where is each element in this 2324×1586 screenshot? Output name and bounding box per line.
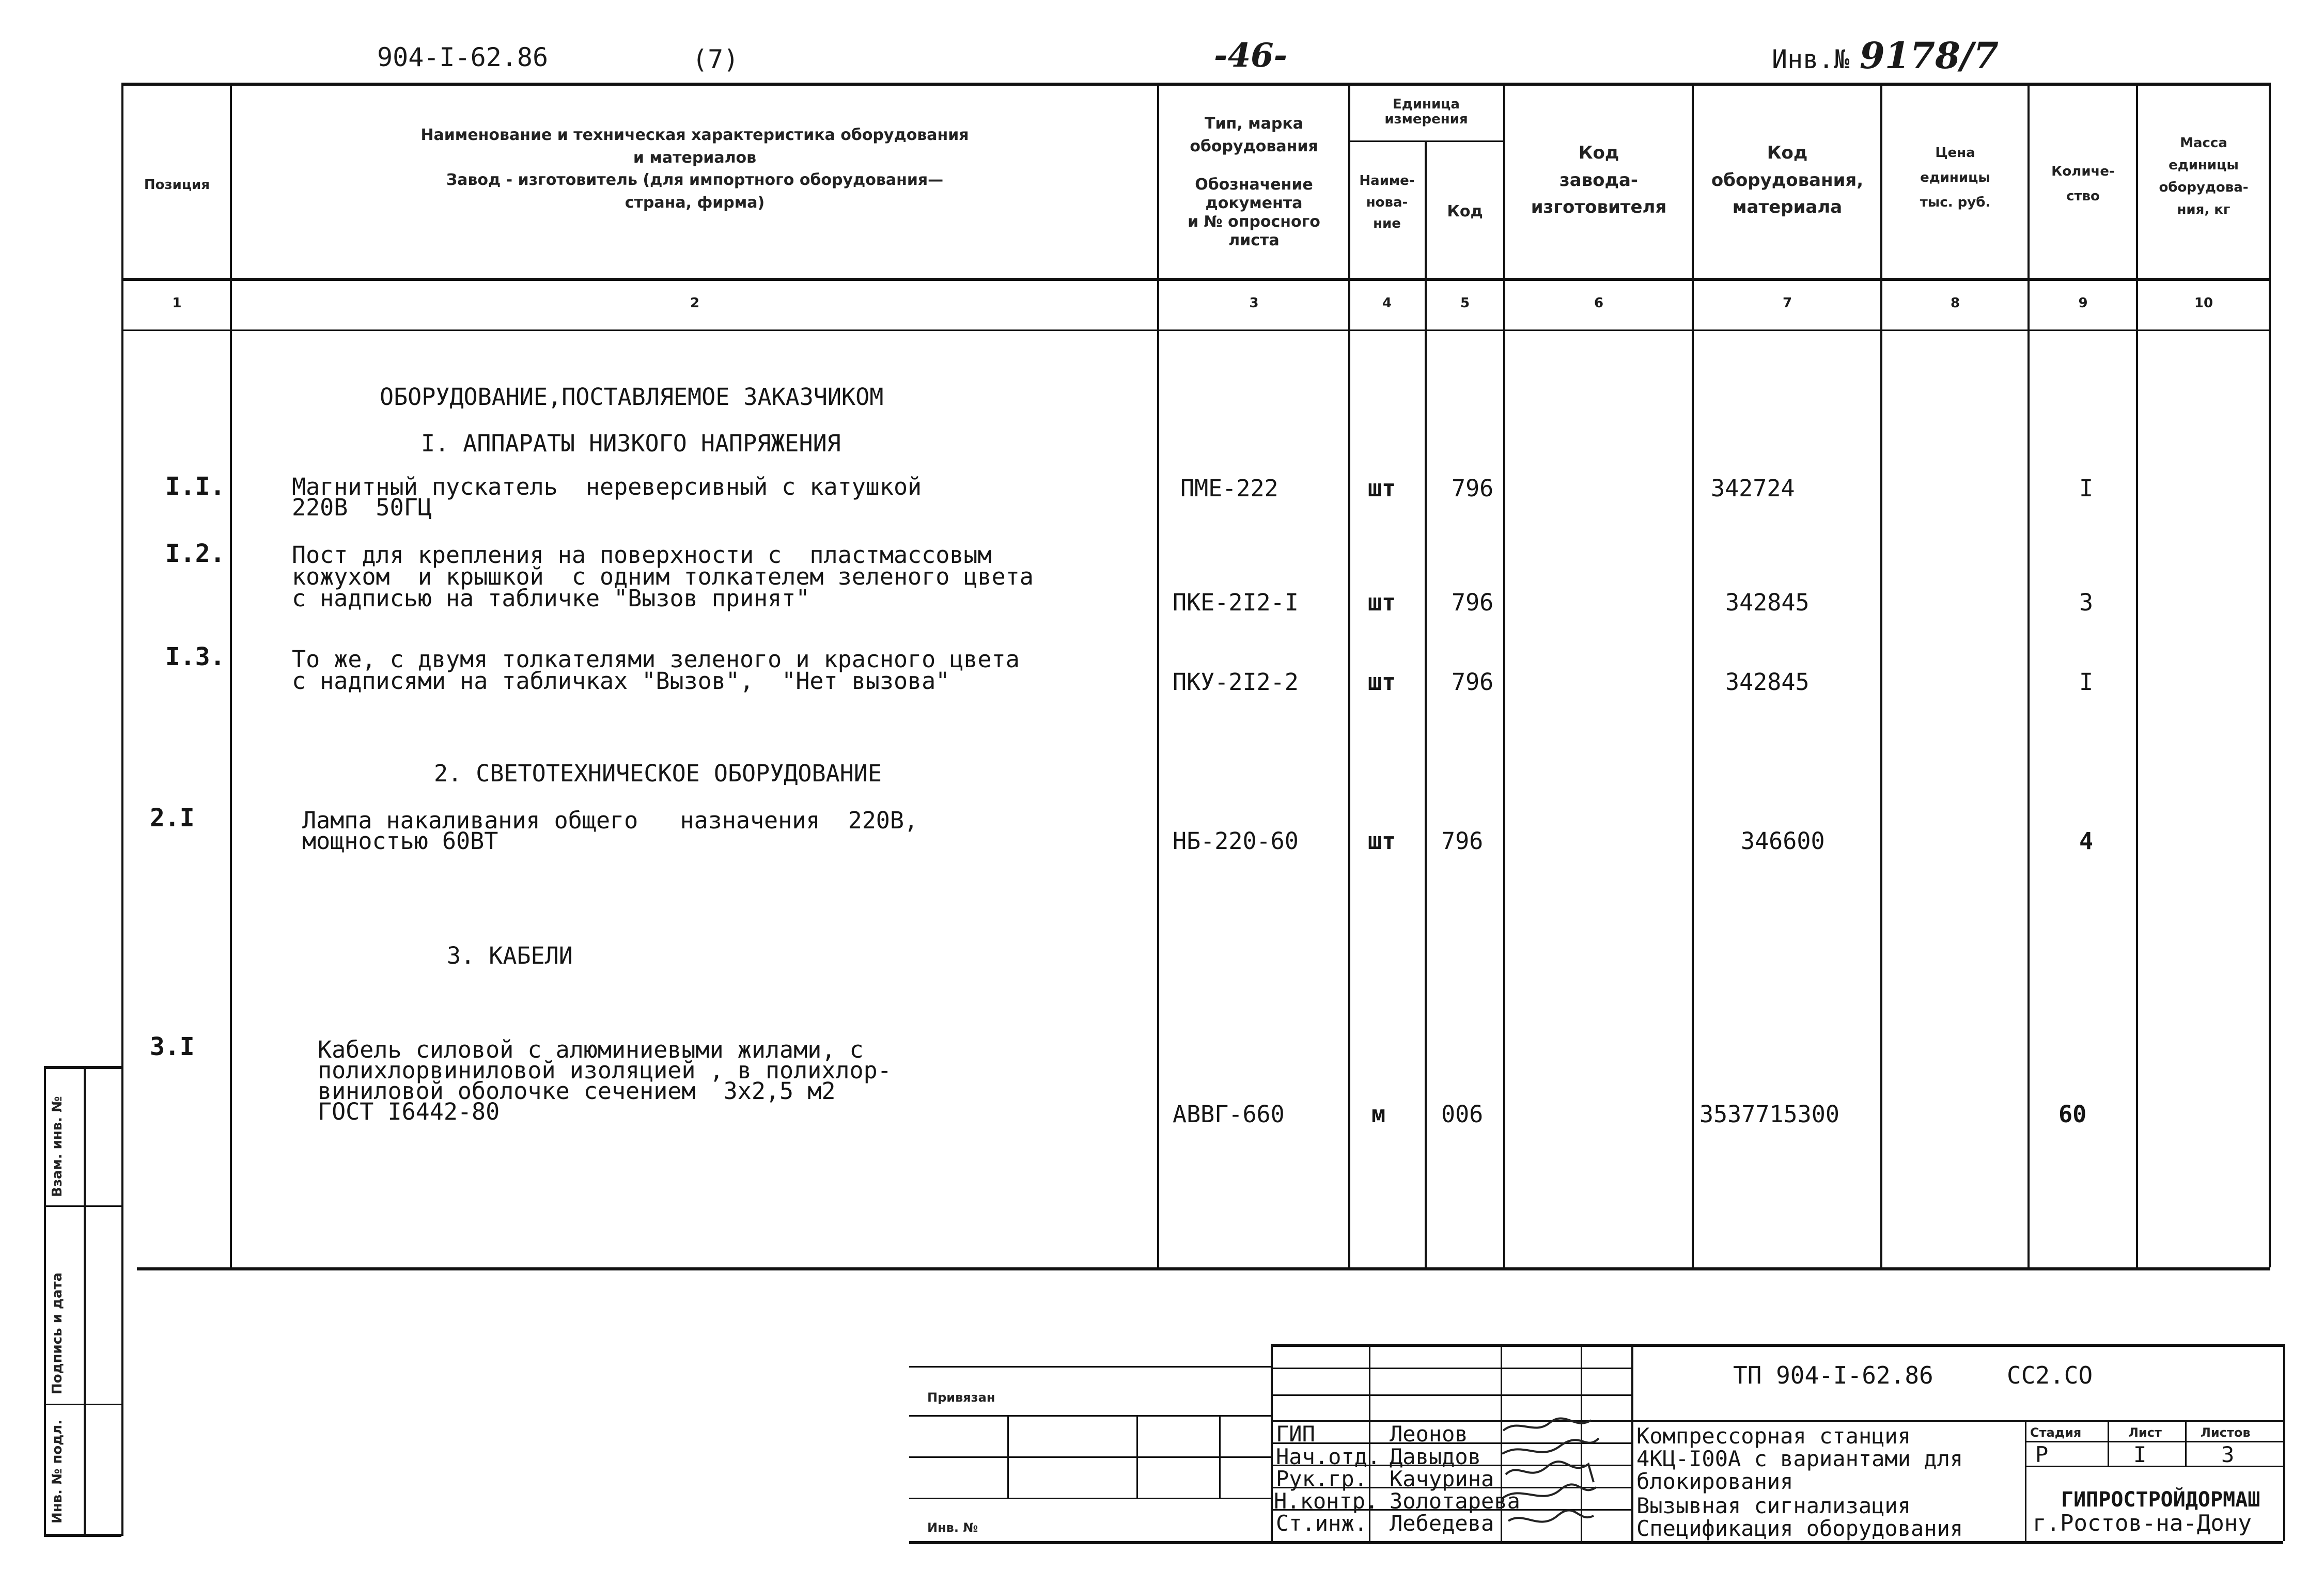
- stamp-role: Ст.инж.: [1276, 1511, 1368, 1536]
- margin-line-inner: [121, 1066, 123, 1536]
- column-number-3: 3: [1249, 295, 1259, 311]
- margin-divider-1: [44, 1205, 121, 1207]
- margin-divider-2: [44, 1404, 121, 1405]
- header-document: [1160, 176, 1348, 250]
- row-type: АВВГ-660: [1173, 1101, 1285, 1128]
- row-position: I.3.: [165, 642, 225, 671]
- stamp-top-line: [1271, 1344, 2283, 1347]
- stamp-title-line: Компрессорная станция: [1636, 1423, 1911, 1449]
- sheet-label: Лист: [2128, 1425, 2162, 1440]
- margin-replaced-inv: Взам. инв. №: [50, 1096, 65, 1197]
- stamp-name: Золотарева: [1390, 1488, 1520, 1514]
- header-name-line1: Наименование и техническая характеристика оборудования: [420, 126, 969, 144]
- row-unit: м: [1371, 1101, 1386, 1128]
- stage-table-left: [2025, 1420, 2026, 1541]
- header-manufacturer-line3: изготовителя: [1531, 197, 1667, 218]
- header-price: [1883, 140, 2027, 215]
- header-name-line2: и материалов: [633, 148, 757, 167]
- col-divider-5: [1503, 83, 1505, 1267]
- section-1-title: I. АППАРАТЫ НИЗКОГО НАПРЯЖЕНИЯ: [421, 430, 841, 457]
- header-unit-name-line1: Наиме-: [1359, 173, 1415, 189]
- margin-top-line: [44, 1066, 121, 1069]
- attach-line-2: [909, 1456, 1271, 1458]
- stamp-inv-label: Инв. №: [927, 1520, 978, 1535]
- main-section-title: ОБОРУДОВАНИЕ,ПОСТАВЛЯЕМОЕ ЗАКАЗЧИКОМ: [380, 383, 884, 411]
- organization-city: г.Ростов-на-Дону: [2033, 1510, 2252, 1536]
- row-name-line: 220В 50ГЦ: [292, 494, 432, 521]
- row-name-line: полихлорвиниловой изоляцией , в полихлор-: [318, 1057, 892, 1084]
- header-equipment-line3: материала: [1732, 197, 1843, 218]
- table-bottom-line: [137, 1267, 2270, 1270]
- row-name-line: мощностью 60ВТ: [302, 827, 498, 855]
- row-type: НБ-220-60: [1173, 827, 1299, 855]
- header-equipment-line1: Код: [1767, 143, 1808, 163]
- organization-name: ГИПРОСТРОЙДОРМАШ: [2061, 1488, 2260, 1512]
- column-number-9: 9: [2078, 295, 2088, 311]
- stamp-role: Рук.гр.: [1276, 1466, 1368, 1491]
- header-mass-line1: Масса: [2180, 135, 2227, 151]
- attach-line-3: [909, 1498, 1271, 1499]
- col-divider-6: [1692, 83, 1694, 1267]
- page-number: -46-: [1214, 36, 1288, 75]
- header-mass-line4: ния, кг: [2177, 201, 2231, 217]
- stamp-title-line: блокирования: [1636, 1469, 1793, 1494]
- stamp-role: Нач.отд.: [1276, 1444, 1381, 1469]
- header-unit-name-line2: нова-: [1366, 194, 1408, 210]
- attach-line-1: [909, 1415, 1271, 1417]
- col-divider-3: [1348, 83, 1350, 1267]
- row-unit-code: 796: [1441, 827, 1484, 855]
- attach-vline-2: [1136, 1415, 1138, 1498]
- row-name-line: Магнитный пускатель нереверсивный с катушкой: [292, 473, 922, 500]
- col-divider-7: [1880, 83, 1882, 1267]
- section-2-title: 2. СВЕТОТЕХНИЧЕСКОЕ ОБОРУДОВАНИЕ: [434, 760, 882, 787]
- frame-top-line: [121, 83, 2270, 86]
- attach-vline-1: [1007, 1415, 1009, 1498]
- column-numbers-line: [121, 329, 2270, 331]
- document-code-text: 904-I-62.86: [377, 42, 549, 72]
- row-name-line: с надписью на табличке "Вызов принят": [292, 585, 810, 612]
- signatures-scribble: [1498, 1415, 1606, 1544]
- row-type: ПКУ-2I2-2: [1173, 668, 1299, 696]
- stage-value: Р: [2035, 1442, 2049, 1467]
- row-unit: шт: [1368, 827, 1396, 855]
- header-mass-line3: оборудова-: [2159, 179, 2249, 195]
- header-price-line2: единицы: [1920, 170, 1990, 186]
- row-unit: шт: [1368, 668, 1396, 696]
- row-position: I.I.: [165, 472, 225, 501]
- header-quantity-line1: Количе-: [2051, 164, 2115, 179]
- document-code: [377, 42, 548, 72]
- sheet-paren: (7): [692, 44, 739, 74]
- row-equipment-code: 342845: [1725, 668, 1810, 696]
- column-number-4: 4: [1382, 295, 1392, 311]
- row-quantity: 60: [2058, 1101, 2087, 1128]
- stamp-right-line: [2283, 1344, 2285, 1541]
- header-manufacturer-line1: Код: [1578, 143, 1619, 163]
- header-position: Позиция: [144, 177, 210, 193]
- margin-sign-date: Подпись и дата: [50, 1272, 65, 1394]
- row-equipment-code: 346600: [1741, 827, 1825, 855]
- sheet-value: I: [2133, 1442, 2147, 1467]
- header-quantity-line2: ство: [2066, 189, 2100, 205]
- stamp-role: ГИП: [1276, 1421, 1315, 1447]
- header-unit-line2: измерения: [1384, 111, 1468, 127]
- header-type-line1: Тип, марка: [1205, 115, 1303, 133]
- row-name-line: кожухом и крышкой с одним толкателем зеленого цвета: [292, 563, 1034, 590]
- row-type: ПМЕ-222: [1180, 475, 1278, 502]
- row-position: I.2.: [165, 539, 225, 568]
- inventory-label: Инв.№: [1772, 44, 1850, 74]
- header-unit-name: [1349, 170, 1425, 235]
- header-document-line3: и № опросного: [1188, 213, 1320, 231]
- column-number-7: 7: [1782, 295, 1792, 311]
- column-number-8: 8: [1950, 295, 1960, 311]
- row-position: 3.I: [150, 1032, 195, 1061]
- header-type-line2: оборудования: [1190, 137, 1318, 155]
- header-mass: [2139, 132, 2269, 221]
- sheets-label: Листов: [2201, 1425, 2251, 1440]
- stamp-role: Н.контр.: [1274, 1488, 1379, 1514]
- stage-table-v2: [2185, 1420, 2187, 1466]
- row-type: ПКЕ-2I2-I: [1173, 589, 1299, 616]
- section-3-title: 3. КАБЕЛИ: [447, 942, 573, 969]
- header-mass-line2: единицы: [2169, 157, 2239, 173]
- row-unit-code: 006: [1441, 1101, 1484, 1128]
- header-unit-name-line3: ние: [1373, 216, 1401, 232]
- row-name-line: с надписями на табличках "Вызов", "Нет вызова": [292, 667, 950, 695]
- row-unit: шт: [1368, 589, 1396, 616]
- row-quantity: I: [2079, 475, 2094, 502]
- stage-table-line-1: [2025, 1441, 2283, 1442]
- stage-table-v1: [2108, 1420, 2109, 1466]
- col-divider-8: [2027, 83, 2030, 1267]
- header-document-line1: Обозначение: [1195, 176, 1313, 194]
- header-document-line2: документа: [1205, 194, 1303, 212]
- stamp-name: Лебедева: [1390, 1511, 1494, 1536]
- row-name-line: Пост для крепления на поверхности с пластмассовым: [292, 541, 992, 569]
- row-equipment-code: 342845: [1725, 589, 1810, 616]
- stamp-name: Леонов: [1390, 1421, 1468, 1447]
- stamp-title-line: Вызывная сигнализация: [1636, 1493, 1911, 1518]
- stamp-vline-date: [1631, 1344, 1633, 1541]
- row-quantity: 3: [2079, 589, 2094, 616]
- column-number-1: 1: [172, 295, 182, 311]
- stage-table-line-2: [2025, 1466, 2283, 1467]
- stamp-grid-line-2: [1271, 1394, 1631, 1396]
- header-manufacturer-code: [1506, 139, 1692, 221]
- header-document-line4: листа: [1228, 231, 1280, 249]
- header-price-line1: Цена: [1935, 145, 1975, 161]
- row-name-line: ГОСТ I6442-80: [318, 1098, 500, 1125]
- header-manufacturer-line2: завода-: [1559, 169, 1639, 191]
- row-equipment-code: 3537715300: [1699, 1101, 1839, 1128]
- margin-bottom-line: [44, 1534, 121, 1537]
- row-name-line: То же, с двумя толкателями зеленого и красного цвета: [292, 646, 1020, 673]
- stamp-sheet-code: СС2.СО: [2007, 1361, 2093, 1389]
- privyazan-label: Привязан: [927, 1390, 995, 1405]
- column-number-5: 5: [1460, 295, 1470, 311]
- header-name: [232, 124, 1157, 214]
- sheets-value: 3: [2221, 1442, 2235, 1467]
- column-number-10: 10: [2194, 295, 2213, 311]
- row-quantity: I: [2079, 668, 2094, 696]
- header-type: [1160, 113, 1348, 158]
- stamp-title-line: 4КЦ-I00А с вариантами для: [1636, 1446, 1963, 1471]
- row-unit: шт: [1368, 475, 1396, 502]
- row-unit-code: 796: [1452, 589, 1494, 616]
- header-equipment-line2: оборудования,: [1711, 169, 1864, 191]
- header-unit-group: [1349, 97, 1503, 127]
- row-quantity: 4: [2079, 827, 2094, 855]
- stamp-name: Качурина: [1390, 1466, 1494, 1491]
- stamp-designation: ТП 904-I-62.86: [1733, 1361, 1933, 1389]
- col-divider-9: [2136, 83, 2138, 1267]
- column-number-6: 6: [1594, 295, 1604, 311]
- row-unit-code: 796: [1452, 475, 1494, 502]
- row-name-line: виниловой оболочке сечением 3х2,5 м2: [318, 1077, 836, 1105]
- row-equipment-code: 342724: [1711, 475, 1795, 502]
- row-unit-code: 796: [1452, 668, 1494, 696]
- col-divider-2: [1157, 83, 1159, 1267]
- header-price-line3: тыс. руб.: [1920, 195, 1991, 211]
- attach-vline-3: [1219, 1415, 1221, 1498]
- row-position: 2.I: [150, 804, 195, 833]
- margin-line-mid: [84, 1066, 86, 1536]
- header-name-line3: Завод - изготовитель (для импортного оборудования—: [446, 171, 944, 189]
- stamp-title-line: Спецификация оборудования: [1636, 1516, 1963, 1541]
- stamp-grid-line-1: [1271, 1368, 1631, 1369]
- inventory-number: 9178/7: [1860, 34, 1999, 77]
- header-equipment-code: [1694, 139, 1880, 221]
- margin-line-outer: [44, 1066, 46, 1536]
- header-name-line4: страна, фирма): [625, 193, 765, 212]
- header-quantity: [2030, 159, 2136, 209]
- header-unit-code: Код: [1447, 202, 1483, 221]
- margin-inv-orig: Инв. № подл.: [50, 1419, 65, 1524]
- attach-top-line: [909, 1366, 1271, 1368]
- header-unit-line1: Единица: [1393, 97, 1460, 112]
- stage-label: Стадия: [2030, 1425, 2082, 1440]
- header-bottom-line: [121, 278, 2270, 281]
- col-divider-1: [230, 83, 232, 1267]
- frame-right-line: [2269, 83, 2271, 1267]
- column-number-2: 2: [690, 295, 700, 311]
- row-name-line: Кабель силовой с алюминиевыми жилами, с: [318, 1036, 864, 1063]
- row-name-line: Лампа накаливания общего назначения 220В,: [302, 807, 918, 834]
- stamp-name: Давыдов: [1390, 1444, 1481, 1469]
